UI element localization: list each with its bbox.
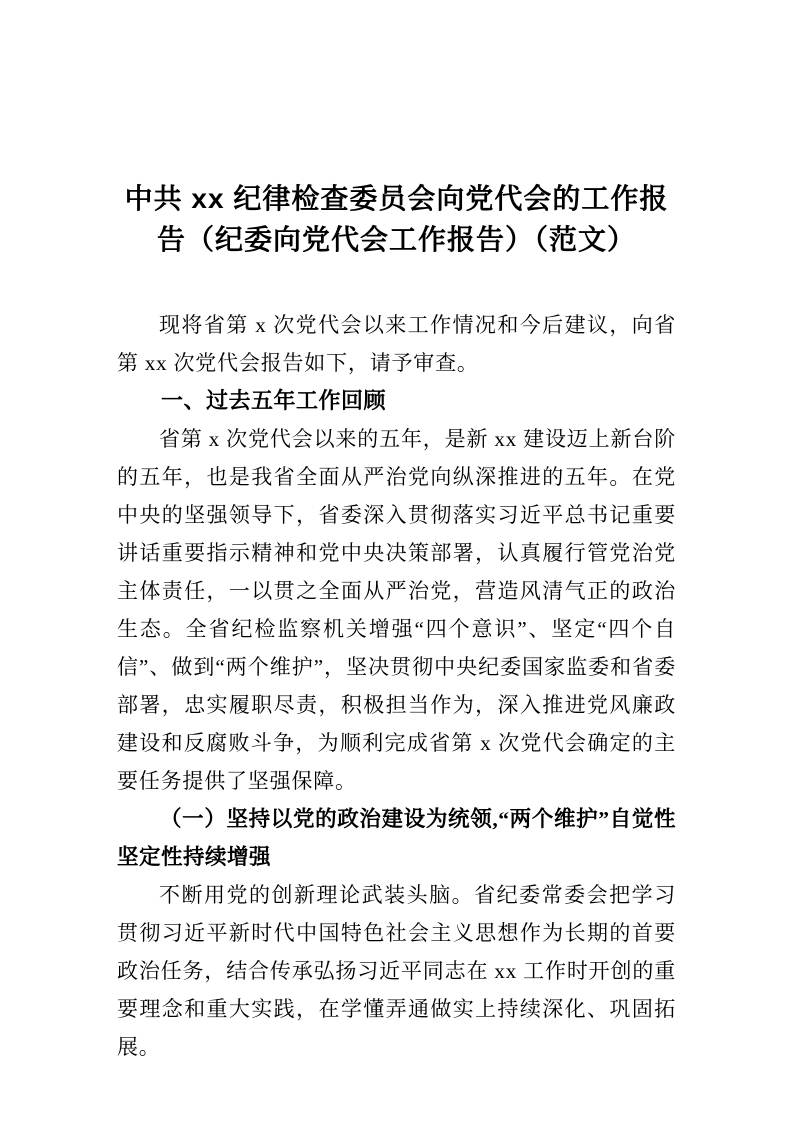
document-title: 中共 xx 纪律检查委员会向党代会的工作报告（纪委向党代会工作报告）（范文） bbox=[124, 183, 669, 255]
intro-paragraph: 现将省第 x 次党代会以来工作情况和今后建议，向省第 xx 次党代会报告如下，请予审查。 bbox=[117, 313, 676, 375]
subsection-1-paragraph: 不断用党的创新理论武装头脑。省纪委常委会把学习贯彻习近平新时代中国特色社会主义思想作为长期的首要政治任务，结合传承弘扬习近平同志在 xx 工作时开创的重要理念和重大实践，在学懂弄通做实上持续深化、巩固拓展。 bbox=[117, 883, 676, 1059]
subsection-1-heading: （一）坚持以党的政治建设为统领,“两个维护”自觉性坚定性持续增强 bbox=[117, 807, 676, 869]
section-1-heading: 一、过去五年工作回顾 bbox=[161, 388, 387, 413]
section-1-paragraph: 省第 x 次党代会以来的五年，是新 xx 建设迈上新台阶的五年，也是我省全面从严治党向纵深推进的五年。在党中央的坚强领导下，省委深入贯彻落实习近平总书记重要讲话重要指示精神和党中央决策部署，认真履行管党治党主体责任，一以贯之全面从严治党，营造风清气正的政治生态。全省纪检监察机关增强“四个意识”、坚定“四个自信”、做到“两个维护”，坚决贯彻中央纪委国家监委和省委部署，忠实履职尽责，积极担当作为，深入推进党风廉政建设和反腐败斗争，为顺利完成省第 x 次党代会确定的主要任务提供了坚强保障。 bbox=[117, 427, 676, 793]
